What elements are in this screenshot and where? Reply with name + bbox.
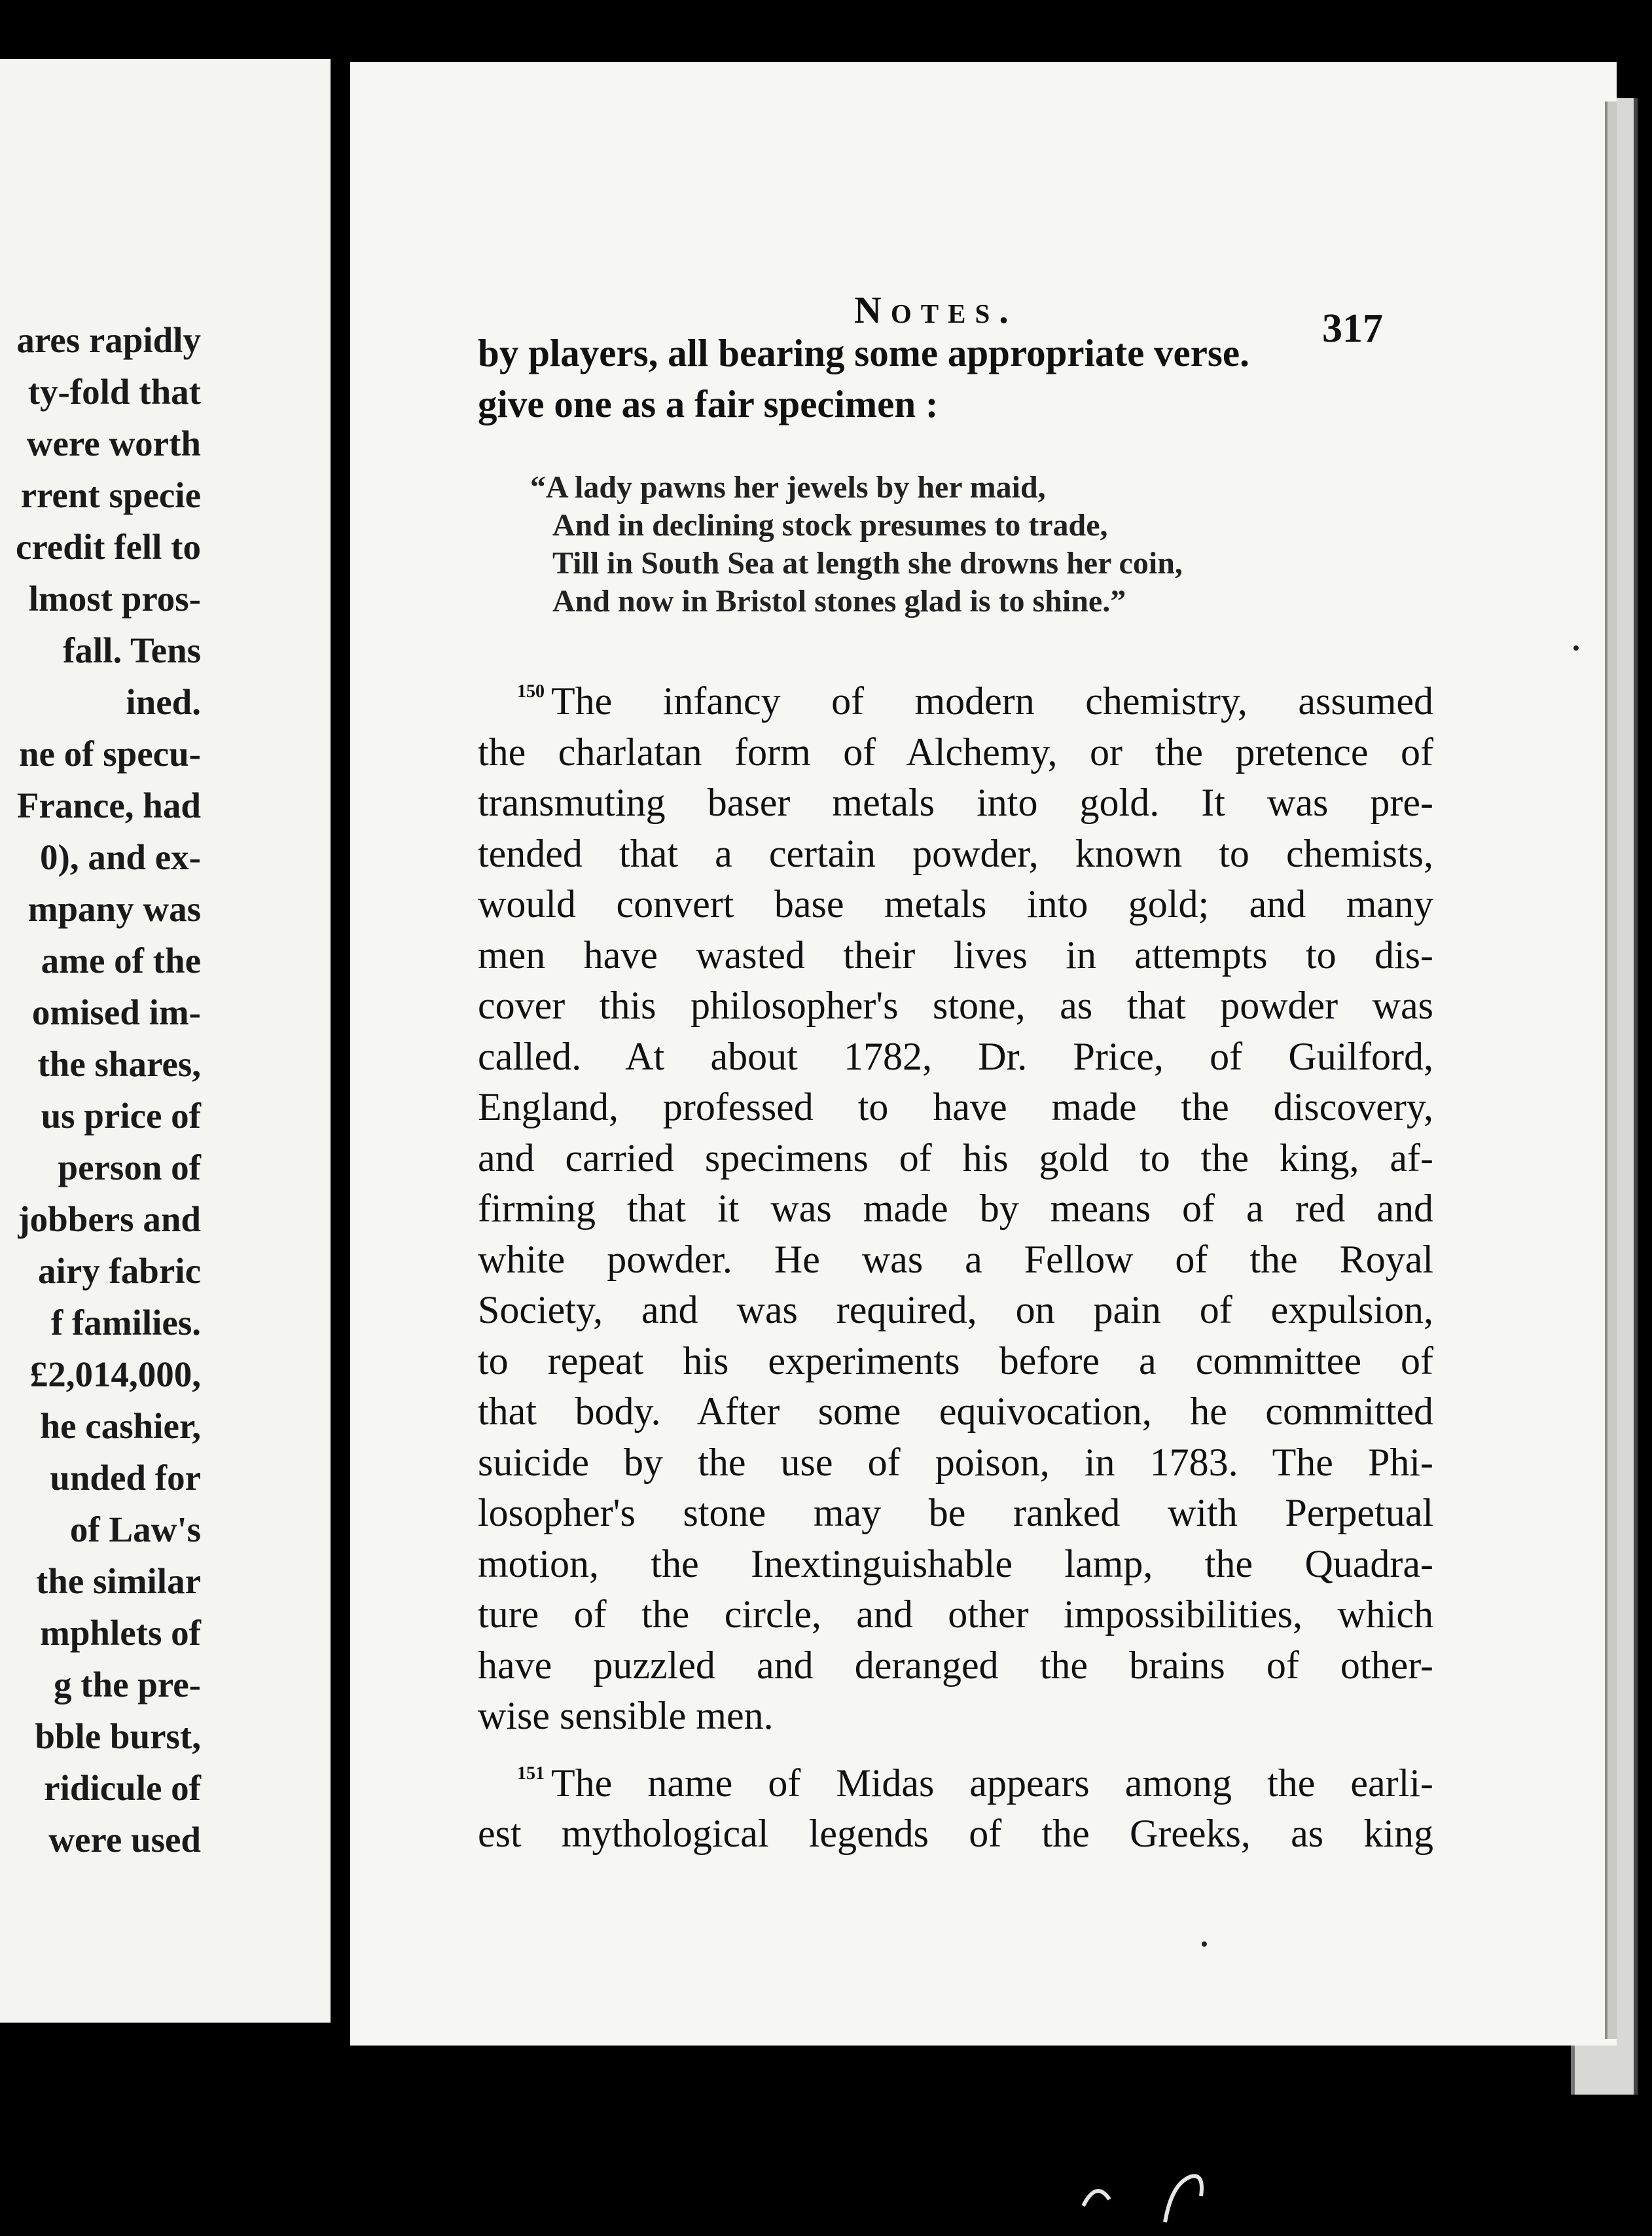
- left-line: mpany was: [27, 889, 201, 929]
- speck: [1083, 2191, 1109, 2206]
- left-line: ridicule of: [44, 1768, 201, 1808]
- left-line: 0), and ex-: [40, 837, 201, 877]
- footnote-line: [478, 666, 1433, 727]
- footnote-text: The infancy of modern chemistry, assumed: [551, 679, 1433, 723]
- footnote-line: firming that it was made by means of a red and: [478, 1187, 1433, 1230]
- verse-line: Till in South Sea at length she drowns her coin,: [552, 546, 1183, 581]
- left-line: were worth: [26, 424, 201, 463]
- left-line: were used: [48, 1820, 201, 1860]
- left-line: rrent specie: [20, 475, 201, 515]
- footnote-line: that body. After some equivocation, he committed: [478, 1390, 1433, 1433]
- left-line: omised im-: [31, 992, 201, 1032]
- book-gutter: [331, 0, 350, 2236]
- footnote-number: 151: [517, 1763, 545, 1784]
- footnote-line: have puzzled and deranged the brains of other-: [478, 1643, 1433, 1687]
- left-line: ame of the: [41, 941, 201, 981]
- footnote-number: 150: [517, 681, 545, 702]
- footnote-line: white powder. He was a Fellow of the Royal: [478, 1237, 1433, 1281]
- footnote-line: England, professed to have made the discovery,: [478, 1085, 1433, 1128]
- left-line: ne of specu-: [18, 734, 201, 774]
- left-line: ty-fold that: [27, 372, 201, 412]
- footnote-line: men have wasted their lives in attempts to dis-: [478, 933, 1433, 977]
- left-line: jobbers and: [18, 1199, 201, 1239]
- left-line: the shares,: [37, 1044, 201, 1084]
- footnote-line: to repeat his experiments before a committee of: [478, 1339, 1433, 1382]
- left-line: bble burst,: [35, 1716, 201, 1756]
- footnote-151: [478, 1748, 1433, 1860]
- footnote-line: called. At about 1782, Dr. Price, of Guilford,: [478, 1034, 1433, 1078]
- footnote-150: [478, 666, 1433, 1742]
- footnote-text: The name of Midas appears among the earli-: [551, 1761, 1433, 1805]
- footnote-line: [478, 1748, 1433, 1809]
- left-line: mphlets of: [40, 1613, 201, 1653]
- continuation-line: give one as a fair specimen :: [478, 382, 939, 425]
- verse-block: [478, 469, 1433, 621]
- footnote-line: and carried specimens of his gold to the king, af-: [478, 1136, 1433, 1180]
- footnote-line: suicide by the use of poison, in 1783. The Phi-: [478, 1440, 1433, 1484]
- footnote-line: ture of the circle, and other impossibilities, which: [478, 1593, 1433, 1636]
- page-number: 317: [1322, 306, 1383, 351]
- left-line: us price of: [41, 1096, 201, 1136]
- speck: [1165, 2176, 1202, 2222]
- verse-line: And now in Bristol stones glad is to shine.”: [552, 584, 1126, 619]
- footnote-line: tended that a certain powder, known to chemists,: [478, 831, 1433, 875]
- left-line: ares rapidly: [16, 320, 201, 360]
- footnote-line: motion, the Inextinguishable lamp, the Quadra-: [478, 1542, 1433, 1585]
- right-page: [350, 62, 1617, 2046]
- footnote-line: would convert base metals into gold; and many: [478, 882, 1433, 926]
- footnote-line: cover this philosopher's stone, as that powder was: [478, 984, 1433, 1027]
- left-line: fall. Tens: [63, 630, 201, 670]
- left-line: unded for: [50, 1458, 201, 1498]
- page-body: [478, 327, 1433, 1860]
- footnote-line: losopher's stone may be ranked with Perpetual: [478, 1491, 1433, 1534]
- left-line: person of: [58, 1147, 201, 1187]
- left-page: [0, 59, 331, 2023]
- footnote-line: Society, and was required, on pain of expulsion,: [478, 1288, 1433, 1331]
- left-line: lmost pros-: [28, 579, 201, 619]
- verse-line: And in declining stock presumes to trade,: [552, 508, 1108, 543]
- left-line: he cashier,: [40, 1406, 201, 1446]
- left-line: g the pre-: [53, 1665, 201, 1704]
- left-line: f families.: [50, 1303, 201, 1343]
- left-line: £2,014,000,: [29, 1354, 201, 1394]
- footnote-line: est mythological legends of the Greeks, as king: [478, 1812, 1433, 1855]
- continuation-line: by players, all bearing some appropriate verse.: [478, 331, 1249, 374]
- left-line: credit fell to: [15, 527, 201, 567]
- running-head: Notes.: [854, 289, 1018, 331]
- left-line: airy fabric: [38, 1251, 201, 1291]
- footnote-line: the charlatan form of Alchemy, or the pretence of: [478, 730, 1433, 774]
- left-line: of Law's: [69, 1509, 201, 1549]
- left-line: France, had: [16, 785, 201, 825]
- left-line: ined.: [126, 682, 201, 722]
- verse-line: “A lady pawns her jewels by her maid,: [530, 470, 1046, 505]
- left-page-text: [0, 314, 201, 1866]
- left-line: the similar: [35, 1561, 201, 1601]
- footnote-line: transmuting baser metals into gold. It was pre-: [478, 781, 1433, 824]
- footnote-line: wise sensible men.: [478, 1694, 774, 1737]
